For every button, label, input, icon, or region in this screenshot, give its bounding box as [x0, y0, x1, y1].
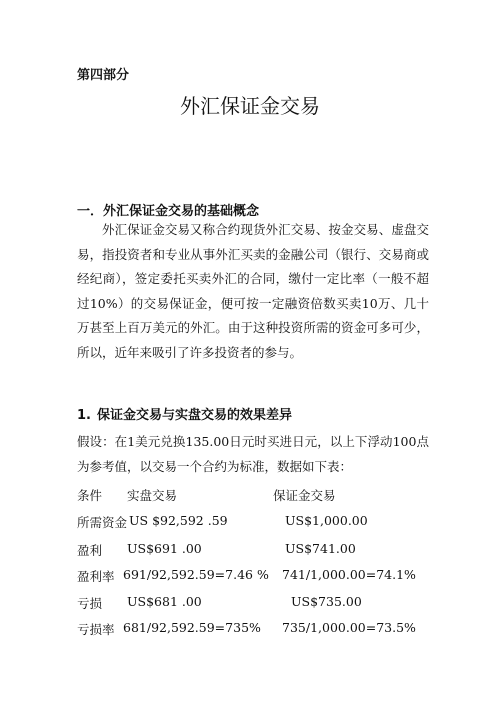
table-row — [77, 513, 437, 533]
section-1-paragraph: 外汇保证金交易又称合约现货外汇交易、按金交易、虚盘交易，指投资者和专业从事外汇买卖的金融公司（银行、交易商或经纪商），签定委托买卖外汇的合同，缴付一定比率（一般不超过10%）的交易保证金，便可按一定融资倍数买卖10万、几十万甚至上百万美元的外汇。由于这种投资所需的资金可多可少，所以，近年来吸引了许多投资者的参与。 — [77, 222, 429, 360]
table-cell: 735/1,000.00=73.5% — [282, 620, 416, 635]
table-cell: US$741.00 — [285, 541, 356, 556]
table-header-margin: 保证金交易 — [273, 488, 336, 503]
table-row — [77, 594, 437, 614]
table-cell: 盈利 — [77, 543, 103, 558]
table-cell: 亏损 — [77, 596, 103, 611]
table-cell: 681/92,592.59=735% — [123, 620, 261, 635]
table-cell: 741/1,000.00=74.1% — [282, 567, 416, 582]
table-header-condition: 条件 — [77, 488, 103, 503]
table-row — [77, 541, 437, 561]
table-cell: 盈利率 — [77, 569, 115, 584]
table-cell: US$735.00 — [291, 594, 362, 609]
table-cell: US$1,000.00 — [285, 513, 368, 528]
table-cell: US $92,592 .59 — [129, 513, 228, 528]
section-2-paragraph: 假设：在1美元兑换135.00日元时买进日元，以上下浮动100点为参考值，以交易一个合约为标准，数据如下表： — [77, 434, 429, 474]
section-1-heading: 一．外汇保证金交易的基础概念 — [77, 204, 260, 219]
table-cell: 亏损率 — [77, 622, 115, 637]
page-title: 外汇保证金交易 — [180, 94, 320, 118]
part-label: 第四部分 — [77, 68, 130, 83]
table-cell: US$681 .00 — [127, 594, 202, 609]
table-header-row — [77, 486, 437, 506]
table-header-spot: 实盘交易 — [127, 488, 178, 503]
table-cell: 691/92,592.59=7.46 % — [123, 567, 269, 582]
table-row — [77, 567, 437, 587]
section-2-number: 1. — [77, 408, 91, 423]
table-cell: 所需资金 — [77, 515, 128, 530]
section-2-heading-text: 保证金交易与实盘交易的效果差异 — [97, 408, 293, 423]
table-row — [77, 620, 437, 640]
table-cell: US$691 .00 — [127, 541, 202, 556]
section-2-heading — [77, 404, 292, 423]
